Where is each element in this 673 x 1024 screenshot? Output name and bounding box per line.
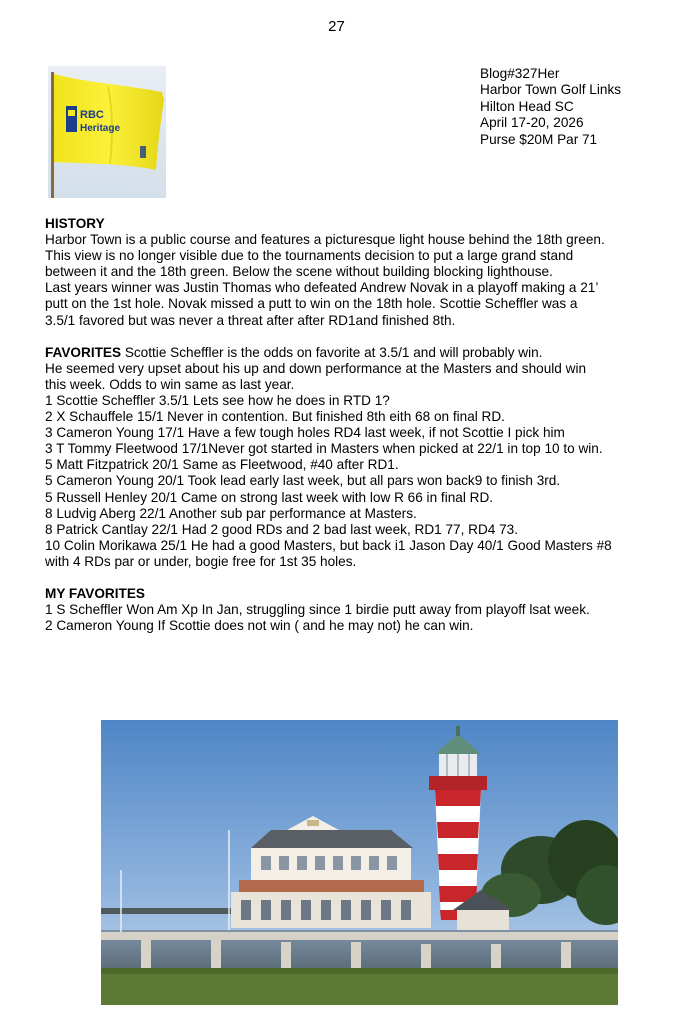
favorites-line: 8 Ludvig Aberg 22/1 Another sub par performance at Masters. [45, 505, 417, 521]
history-line: Last years winner was Justin Thomas who defeated Andrew Novak in a playoff making a 21’ [45, 280, 599, 296]
favorites-line: 5 Russell Henley 20/1 Came on strong last week with low R 66 in final RD. [45, 489, 494, 505]
location: Hilton Head SC [480, 98, 574, 114]
my-favorites-line: 2 Cameron Young If Scottie does not win ( and he may not) he can win. [45, 618, 474, 634]
favorites-heading: FAVORITES [45, 344, 122, 360]
favorites-line: 3 T Tommy Fleetwood 17/1Never got started in Masters when picked at 22/1 in top 10 to win. [45, 441, 603, 457]
blog-id: Blog#327Her [480, 66, 560, 81]
favorites-line: 3 Cameron Young 17/1 Have a few tough holes RD4 last week, if not Scottie I pick him [45, 425, 565, 441]
dates: April 17-20, 2026 [480, 115, 584, 131]
history-line: This view is no longer visible due to the tournaments decision to put a large grand stand [45, 248, 574, 264]
my-favorites-line: 1 S Scheffler Won Am Xp In Jan, struggling since 1 birdie putt away from playoff lsat week. [45, 602, 590, 618]
history-line: putt on the 1st hole. Novak missed a putt to win on the 18th hole. Scottie Scheffler was a [45, 296, 578, 312]
history-line: 3.5/1 favored but was never a threat after after RD1and finished 8th. [45, 312, 456, 328]
favorites-line: 5 Matt Fitzpatrick 20/1 Same as Fleetwood, #40 after RD1. [45, 457, 399, 473]
favorites-line: 5 Cameron Young 20/1 Took lead early last week, but all pars won back9 to finish 3rd. [45, 473, 561, 489]
favorites-line: with 4 RDs par or under, bogie free for 1st 35 holes. [45, 553, 357, 569]
favorites-line: this week. Odds to win same as last year. [45, 376, 295, 392]
tournament-info [480, 66, 621, 148]
favorites-intro-line [45, 345, 673, 361]
history-heading: HISTORY [45, 216, 105, 231]
course-name: Harbor Town Golf Links [480, 82, 622, 98]
purse-par: Purse $20M Par 71 [480, 131, 598, 147]
svg-text:RBC: RBC [80, 109, 104, 121]
harbor-town-lighthouse-photo [101, 720, 618, 1005]
favorites-intro: Scottie Scheffler is the odds on favorite at 3.5/1 and will probably win. [121, 344, 543, 360]
my-favorites-heading: MY FAVORITES [45, 585, 145, 601]
article-body [45, 216, 673, 634]
history-line: between it and the 18th green. Below the scene without building blocking lighthouse. [45, 264, 553, 280]
history-line: Harbor Town is a public course and features a picturesque light house behind the 18th green. [45, 232, 605, 248]
svg-text:Heritage: Heritage [80, 123, 121, 134]
favorites-line: 2 X Schauffele 15/1 Never in contention. But finished 8th eith 68 on final RD. [45, 409, 505, 425]
favorites-line: He seemed very upset about his up and down performance at the Masters and should win [45, 360, 587, 376]
favorites-line: 8 Patrick Cantlay 22/1 Had 2 good RDs and 2 bad last week, RD1 77, RD4 73. [45, 521, 519, 537]
page-number: 27 [328, 18, 345, 35]
favorites-line: 10 Colin Morikawa 25/1 He had a good Masters, but back i1 Jason Day 40/1 Good Masters #8 [45, 537, 612, 553]
favorites-line: 1 Scottie Scheffler 3.5/1 Lets see how he does in RTD 1? [45, 392, 390, 408]
rbc-heritage-flag-logo [48, 66, 166, 198]
